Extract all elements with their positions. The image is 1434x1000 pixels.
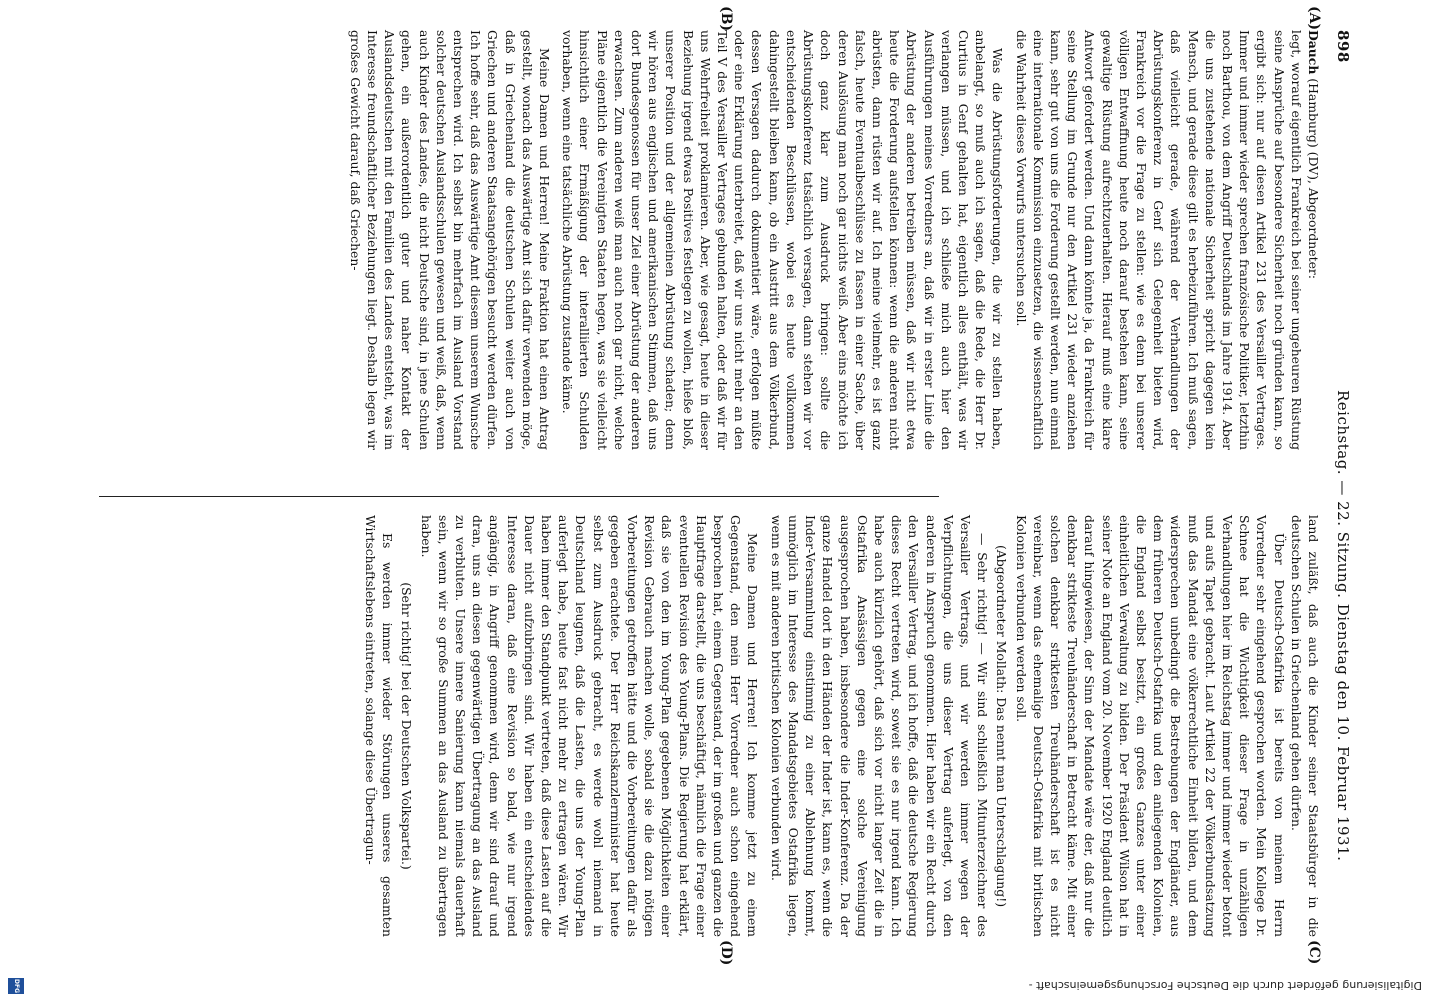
paragraph: Meine Damen und Herren! Ich komme jetzt zu einem Gegenstand, den mein Herr Vorredner auch schon eingehend besprochen hat, einem Gegenstand, der im großen und ganzen die Hauptfrage darstellt, die uns beschäftigt, nämlich die Frage einer eventuellen Revision des Young-Plans. Die Regierung hat erklärt, daß sie von den im Young-Plan gegebenen Möglichkeiten einer Revision Gebrauch machen wolle, sobald sie die dazu nötigen Vorbereitungen getroffen hätte und die Vorbereitungen dafür als gegeben erachtete. Der Herr Reichskanzlerminister hat heute selbst zum Ausdruck gebracht, es werde wohl niemand in Deutschland leugnen, daß die Lasten, die uns der Young-Plan auferlegt habe, heute fast nicht mehr zu ertragen wären. Wir haben immer den Standpunkt vertreten, daß diese Lasten auf die Dauer nicht aufzubringen sind. Wir haben ein entscheidendes Interesse daran, daß eine Revision so bald, wie nur irgend angängig, in Angriff genommen wird, denn wir sind drauf und dran, uns an diesen gegenwärtigen Übertragung an das Ausland zu verbluten. Unsere innere Sanierung kann niemals dauerhaft sein, wenn wir so große Summen an das Ausland zu übertragen haben. bbox=[418, 515, 761, 937]
page-header bbox=[1328, 30, 1352, 940]
dfg-logo: DFG bbox=[8, 978, 24, 994]
digitization-note: Digitalisierung gefördert durch die Deutsche Forschungsgemeinschaft - bbox=[1028, 979, 1422, 992]
interjection: (Sehr richtig! bei der Deutschen Volkspartei.) bbox=[399, 582, 415, 870]
paragraph: Es werden immer wieder Störungen unseres gesamten Wirtschaftslebens eintreten, solange diese Übertragun- bbox=[363, 515, 396, 937]
margin-marker-a: (A) bbox=[1306, 6, 1322, 31]
paragraph: land zuläßt, daß auch die Kinder seiner Staatsbürger in die deutschen Schulen in Griechenland gehen dürfen. bbox=[1288, 515, 1321, 937]
paragraph: legt, worauf eigentlich Frankreich bei seiner ungeheuren Rüstung seine Ansprüche auf besondere Sicherheit noch gründen kann, so ergibt sich: nur auf diesen Artikel 231 des Versailler Vertrages. Immer und immer wieder sprechen französische Politiker, letzthin noch Barthou, von dem Angriff Deutschlands im Jahre 1914. Aber die uns zustehende nationale Sicherheit spricht dagegen kein Mensch, und gerade diese gilt es herbeizuführen. Ich muß sagen, daß vielleicht gerade, während der Verhandlungen der Abrüstungskonferenz in Genf sich Gelegenheit bieten wird, Frankreich vor die Frage zu stellen: wie es denn bei unserer völligen Entwaffnung heute noch darauf bestehen kann, seine gewaltige Rüstung aufrechtzuerhalten. Hierauf muß eine klare Antwort gefordert werden. Und dann könnte ja, da Frankreich für seine Stellung im Grunde nur den Artikel 231 wieder anziehen kann, sehr gut von uns die Forderung gestellt werden, nun einmal eine internationale Kommission einzusetzen, die wissenschaftlich die Wahrheit dieses Vorwurfs untersuchen soll. bbox=[1013, 30, 1304, 450]
column-divider bbox=[99, 496, 939, 497]
margin-marker-d: (D) bbox=[718, 940, 734, 966]
paragraph: Meine Damen und Herren! Meine Fraktion hat einen Antrag gestellt, wonach das Auswärtige Amt sich dafür verwenden möge, daß in Griechenland die deutschen Schulen weiter auch von Griechen und anderen Staatsangehörigen besucht werden dürfen. Ich hoffe sehr, daß das Auswärtige Amt diesem unserem Wunsche entsprechen wird. Ich selbst bin mehrfach im Ausland Vorstand solcher deutschen Auslandsschulen gewesen und weiß, daß, wenn auch Kinder des Landes, die nicht Deutsche sind, in jene Schulen gehen, ein außerordentlich guter und naher Kontakt der Auslandsdeutschen mit den Familien des Landes entsteht, was im Interesse freundschaftlicher Beziehungen liegt. Deshalb legen wir großes Gewicht darauf, daß Griechen- bbox=[347, 30, 553, 450]
interjection: (Abgeordneter Mollath: Das nennt man Unterschlagung!) bbox=[994, 544, 1010, 908]
speaker-name: Dauch bbox=[1306, 30, 1321, 75]
speaker-info: (Hamburg) (DV), Abgeordneter: bbox=[1306, 78, 1321, 280]
digitization-strip bbox=[2, 978, 1422, 994]
left-column bbox=[347, 30, 1322, 450]
page-number: 898 bbox=[1334, 30, 1352, 63]
paragraph: Über Deutsch-Ostafrika ist bereits von meinem Herrn Vorredner sehr eingehend gesprochen worden. Mein Kollege Dr. Schnee hat die Wichtigkeit dieser Frage in unzähligen Verhandlungen hier im Reichstag immer und immer wieder betont und aufs Tapet gebracht. Laut Artikel 22 der Völkerbundsatzung muß das Mandat eine völkerrechtliche Einheit bilden, und dem widersprechen unbedingt die Bestrebungen der Engländer, aus dem früheren Deutsch-Ostafrika und den anliegenden Kolonien, die England selbst besitzt, ein großes Ganzes unter einer einheitlichen Verwaltung zu bilden. Der Präsident Wilson hat in seiner Note an England vom 20. November 1920 England deutlich darauf hingewiesen, der Sinn der Mandate wäre der, daß nur die denkbar strikteste Treuhänderschaft in Betracht käme. Mit einer solchen denkbar striktesten Treuhänderschaft ist es nicht vereinbar, wenn das ehemalige Deutsch-Ostafrika mit britischen Kolonien verbunden werden soll. bbox=[1013, 515, 1287, 937]
page-title: Reichstag. — 22. Sitzung. Dienstag den 10. Februar 1931. bbox=[1334, 390, 1352, 862]
speaker-line bbox=[1305, 30, 1322, 450]
right-column bbox=[362, 515, 1322, 937]
margin-marker-c: (C) bbox=[1306, 940, 1322, 965]
paragraph: Was die Abrüstungsforderungen, die wir zu stellen haben, anbelangt, so muß auch ich sagen, daß die Rede, die Herr Dr. Curtius in Genf gehalten hat, eigentlich alles enthält, was wir verlangen müssen, und ich schließe mich auch hier den Ausführungen meines Vorredners an, daß wir in erster Linie die Abrüstung der anderen betreiben müssen, daß wir nicht etwa heute die Forderung aufstellen können: wenn die anderen nicht abrüsten, dann rüsten wir auf. Ich meine vielmehr, es ist ganz falsch, heute Eventualbeschlüsse zu fassen in einer Sache, über deren Auslösung man noch gar nichts weiß. Aber eins möchte ich doch ganz klar zum Ausdruck bringen: sollte die Abrüstungskonferenz tatsächlich versagen, dann stehen wir vor entscheidenden Beschlüssen, wobei es heute vollkommen dahingestellt bleiben kann, ob ein Austritt aus dem Völkerbund, dessen Versagen dadurch dokumentiert wäre, erfolgen müßte oder eine Erklärung unterbreitet, daß wir uns nicht mehr an den Teil V des Versailler Vertrages gebunden halten, oder daß wir für uns Wehrfreiheit proklamieren. Aber, wie gesagt, heute in dieser Beziehung irgend etwas Positives festlegen zu wollen, hieße bloß, unserer Position und der allgemeinen Abrüstung schaden; denn wir hören aus englischen und amerikanischen Stimmen, daß uns dort Bundesgenossen für unser Ziel einer Abrüstung der anderen erwachsen. Zum anderen weiß man auch noch gar nicht, welche Pläne eigentlich die Vereinigten Staaten hegen, was sie vielleicht hinsichtlich einer Ermäßigung der interalliierten Schulden vorhaben, wenn eine tatsächliche Abrüstung zustande käme. bbox=[560, 30, 1006, 450]
paragraph: — Sehr richtig! — Wir sind schließlich Mitunterzeichner des Versailler Vertrags, und wir werden immer wegen der Verpflichtungen, die uns dieser Vertrag auferlegt, von den anderen in Anspruch genommen. Hier haben wir ein Recht durch den Versailler Vertrag, und ich hoffe, daß die deutsche Regierung dieses Recht vertreten wird, soweit sie es nur irgend kann. Ich habe auch kürzlich gehört, daß sich vor nicht langer Zeit die in Ostafrika Ansässigen gegen eine solche Vereinigung ausgesprochen haben, insbesondere die Inder-Konferenz. Da der ganze Handel dort in den Händen der Inder ist, kann es, wenn die Inder-Versammlung einstimmig zu einer Ablehnung kommt, unmöglich im Interesse des Mandatsgebietes Ostafrika liegen, wenn es mit anderen britischen Kolonien verbunden wird. bbox=[768, 515, 991, 937]
margin-marker-b: (B) bbox=[718, 6, 734, 32]
